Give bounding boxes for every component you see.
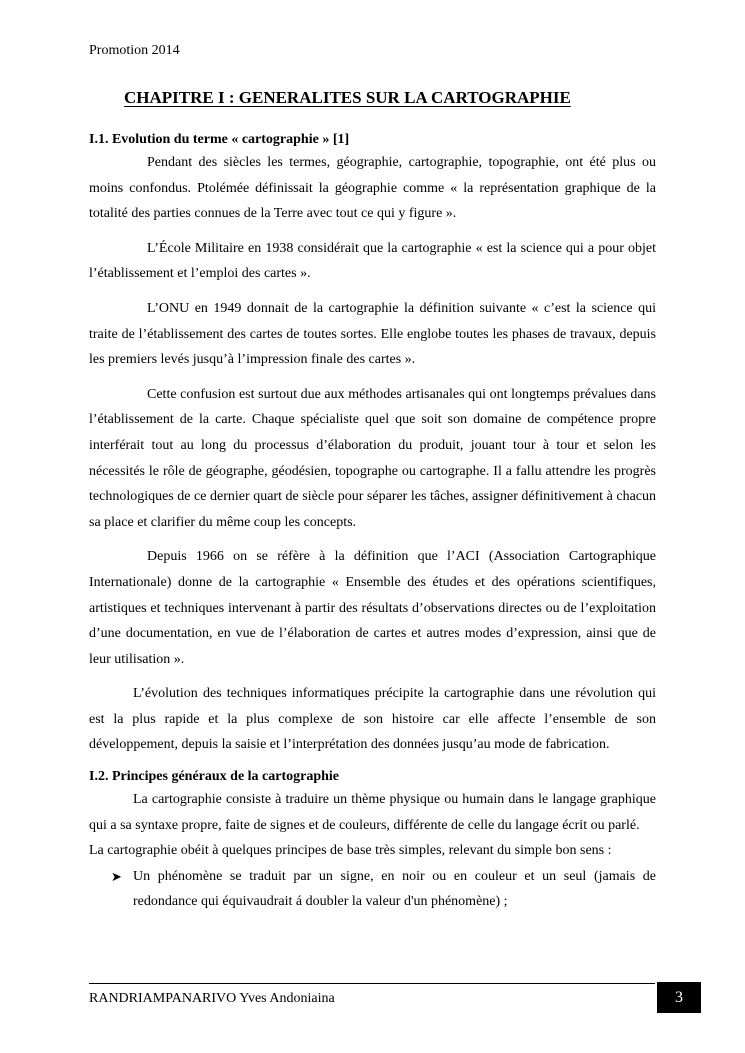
footer-author: RANDRIAMPANARIVO Yves Andoniaina [89, 991, 335, 1006]
arrow-bullet-icon: ➤ [111, 868, 122, 884]
section-title-1: I.1. Evolution du terme « cartographie » [1] [89, 132, 350, 147]
paragraph-intro: La cartographie consiste à traduire un thème physique ou humain dans le langage graphique qui a sa syntaxe propre, faite de signes et de couleurs, différente de celle du langage écrit ou parlé. [89, 792, 656, 833]
paragraph-5: Depuis 1966 on se réfère à la définition que l’ACI (Association Cartographique Internationale) donne de la cartographie « Ensemble des études et des opérations scientifiques, artistiques et techniques intervenant à partir des résultats d’observations directes ou de l’exploitation d’une documentation, en vue de l’élaboration de cartes et autres modes d’expression, ainsi que de leur utilisation ». [89, 549, 656, 667]
paragraph-3: L’ONU en 1949 donnait de la cartographie la définition suivante « c’est la science qui traite de l’établissement des cartes de toutes sortes. Elle englobe toutes les phases de travaux, depuis les premiers levés jusqu’à l’impression finale des cartes ». [89, 300, 656, 368]
document-body [89, 130, 656, 915]
section-title-2: I.2. Principes généraux de la cartographie [89, 769, 340, 785]
paragraph-lead: La cartographie obéit à quelques principes de base très simples, relevant du simple bon sens : [89, 843, 612, 859]
paragraph-6: L’évolution des techniques informatiques précipite la cartographie dans une révolution qui est la plus rapide et la plus complexe de son histoire car elle affecte l’ensemble de son développement, depuis la saisie et l’interprétation des données jusqu’au mode de fabrication. [89, 686, 656, 753]
header-promotion: Promotion 2014 [89, 43, 180, 58]
footer-divider [89, 983, 655, 984]
list-item-text: Un phénomène se traduit par un signe, en noir ou en couleur et un seul (jamais de redondance qui équivaudrait á doubler la valeur d'un phénomène) ; [133, 868, 656, 910]
page-number: 3 [657, 982, 701, 1013]
list-item [89, 864, 656, 915]
paragraph-1: Pendant des siècles les termes, géographie, cartographie, topographie, ont été plus ou moins confondus. Ptolémée définissait la géographie comme « la représentation graphique de la totalité des parties connues de la Terre avec tout ce qui y figure ». [89, 155, 656, 222]
chapter-title: CHAPITRE I : GENERALITES SUR LA CARTOGRAPHIE [124, 88, 571, 107]
paragraph-2: L’École Militaire en 1938 considérait que la cartographie « est la science qui a pour objet l’établissement et l’emploi des cartes ». [89, 240, 656, 282]
paragraph-4: Cette confusion est surtout due aux méthodes artisanales qui ont longtemps prévalues dans l’établissement de la carte. Chaque spécialiste quel que soit son domaine de compétence propre interférait tout au long du processus d’élaboration du produit, jouant tour à tour et selon les nécessités le rôle de géographe, géodésien, topographe ou cartographe. Il a fallu attendre les progrès technologiques de ce dernier quart de siècle pour séparer les tâches, assigner définitivement à chacun sa place et clarifier du même coup les concepts. [89, 386, 656, 530]
